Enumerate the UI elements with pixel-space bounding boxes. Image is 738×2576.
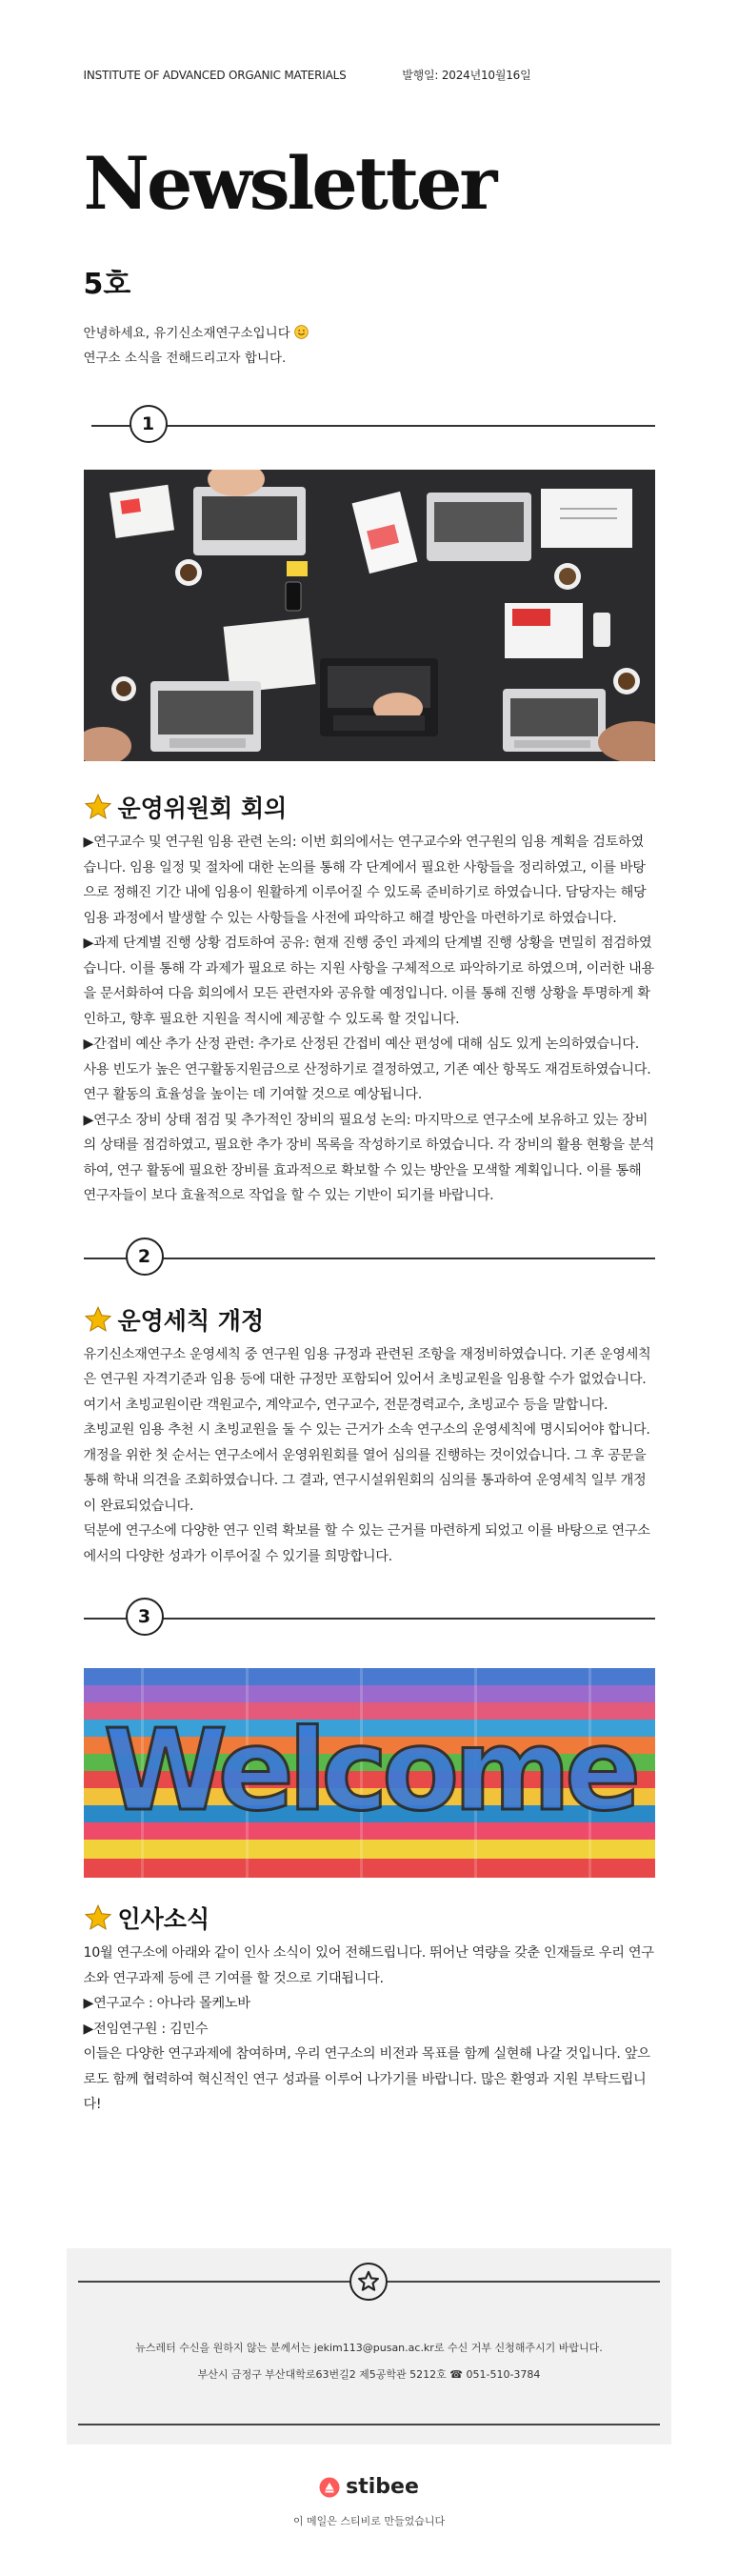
greeting (84, 321, 655, 371)
footer (67, 2248, 671, 2445)
newsletter-title: Newsletter (83, 141, 495, 226)
section-divider-1 (84, 405, 655, 447)
section-1 (84, 790, 655, 1209)
stibee-branding (0, 2475, 738, 2528)
institute-name: INSTITUTE OF ADVANCED ORGANIC MATERIALS (83, 68, 347, 82)
footer-unsubscribe-text: 뉴스레터 수신을 원하지 않는 분께서는 jekim113@pusan.ac.kr로 수신 거부 신청해주시기 바랍니다. (135, 2342, 603, 2354)
greeting-line-2: 연구소 소식을 전해드리고자 합니다. (83, 351, 287, 366)
meeting-photo (84, 470, 655, 761)
star-icon (84, 1903, 112, 1932)
stibee-brand-name: stibee (346, 2475, 419, 2499)
smile-emoji-icon (294, 325, 309, 339)
section-title-3: 인사소식 (117, 1905, 210, 1933)
section-number-3: 3 (126, 1598, 164, 1636)
star-outline-icon (351, 2264, 386, 2299)
stibee-logo-icon (319, 2477, 340, 2498)
footer-address: 부산시 금정구 부산대학로63번길2 제5공학관 5212호 ☎ 051-510-3784 (197, 2368, 541, 2381)
section-heading-1 (84, 790, 655, 824)
divider-line (84, 1258, 655, 1259)
section-body-2: 유기신소재연구소 운영세칙 중 연구원 임용 규정과 관련된 조항을 재정비하였습니다. 기존 운영세칙은 연구원 자격기준과 임용 등에 대한 규정만 포함되어 있어서 초빙교원을 임용할 수가 없었습니다. 여기서 초빙교원이란 객원교수, 계약교수, 연구교수, 전문경력교수, 초빙교수 등을 말합니다. 초빙교원 임용 추천 시 초빙교원을 둘 수 있는 근거가 소속 연구소의 운영세칙에 명시되어야 합니다. 개정을 위한 첫 순서는 연구소에서 운영위원회를 열어 심의를 진행하는 것이었습니다. 그 후 공문을 통해 학내 의견을 조회하였습니다. 그 결과, 연구시설위원회의 심의를 통과하여 운영세칙 일부 개정이 완료되었습니다. 덕분에 연구소에 다양한 연구 인력 확보를 할 수 있는 근거를 마련하게 되었고 이를 바탕으로 연구소에서의 다양한 성과가 이루어질 수 있기를 희망합니다. (83, 1346, 651, 1564)
welcome-text: Welcome (103, 1704, 635, 1836)
publish-date: 발행일: 2024년10월16일 (402, 69, 531, 82)
stibee-logo[interactable] (319, 2475, 419, 2499)
made-with-stibee: 이 메일은 스티비로 만들었습니다 (292, 2514, 446, 2527)
section-title-1: 운영위원회 회의 (117, 795, 288, 822)
divider-line (91, 425, 655, 427)
greeting-line-1: 안녕하세요, 유기신소재연구소입니다 (83, 326, 290, 341)
welcome-photo (84, 1668, 655, 1878)
section-number-1: 1 (130, 405, 168, 443)
footer-line-bottom (78, 2424, 660, 2425)
section-heading-3 (84, 1901, 655, 1935)
section-2 (84, 1302, 655, 1570)
star-icon (84, 793, 112, 821)
star-icon (84, 1305, 112, 1334)
section-divider-3 (84, 1598, 655, 1640)
section-body-1: ▶연구교수 및 연구원 임용 관련 논의: 이번 회의에서는 연구교수와 연구원의 임용 계획을 검토하였습니다. 임용 일정 및 절차에 대한 논의를 통해 각 단계에서 필요한 사항들을 정리하였고, 이를 바탕으로 정해진 기간 내에 임용이 원활하게 이루어질 수 있도록 준비하기로 하였습니다. 담당자는 해당 임용 과정에서 발생할 수 있는 사항들을 사전에 파악하고 해결 방안을 마련하기로 하였습니다. ▶과제 단계별 진행 상황 검토하여 공유: 현재 진행 중인 과제의 단계별 진행 상황을 면밀히 점검하였습니다. 이를 통해 각 과제가 필요로 하는 지원 사항을 구체적으로 파악하기로 하였으며, 이러한 내용을 문서화하여 다음 회의에서 모든 관련자와 공유할 예정입니다. 이를 통해 진행 상황을 투명하게 확인하고, 향후 필요한 지원을 적시에 제공할 수 있도록 할 것입니다. ▶간접비 예산 추가 산정 관련: 추가로 산정된 간접비 예산 편성에 대해 심도 있게 논의하였습니다. 사용 빈도가 높은 연구활동지원금으로 산정하기로 결정하였고, 기존 예산 항목도 재검토하였습니다. 연구 활동의 효율성을 높이는 데 기여할 것으로 예상됩니다. ▶연구소 장비 상태 점검 및 추가적인 장비의 필요성 논의: 마지막으로 연구소에 보유하고 있는 장비의 상태를 점검하였고, 필요한 추가 장비 목록을 작성하기로 하였습니다. 각 장비의 활용 현황을 분석하여, 연구 활동에 필요한 장비를 효과적으로 확보할 수 있는 방안을 모색할 계획입니다. 이를 통해 연구자들이 보다 효율적으로 작업을 할 수 있는 기반이 되기를 바랍니다. (83, 835, 654, 1203)
section-divider-2 (84, 1238, 655, 1279)
section-body-3: 10월 연구소에 아래와 같이 인사 소식이 있어 전해드립니다. 뛰어난 역량을 갖춘 인재들로 우리 연구소와 연구과제 등에 큰 기여를 할 것으로 기대됩니다. ▶연구교수 : 아나라 몰케노바 ▶전임연구원 : 김민수 이들은 다양한 연구과제에 참여하며, 우리 연구소의 비전과 목표를 함께 실현해 나갈 것입니다. 앞으로도 함께 협력하여 혁신적인 연구 성과를 이루어 나가기를 바랍니다. 많은 환영과 지원 부탁드립니다! (83, 1945, 654, 2112)
section-number-2: 2 (126, 1238, 164, 1276)
footer-star-badge (349, 2263, 388, 2301)
issue-number: 5호 (83, 268, 131, 301)
divider-line (84, 1618, 655, 1620)
section-title-2: 운영세칙 개정 (117, 1306, 265, 1335)
header-bar (84, 0, 655, 83)
section-heading-2 (84, 1302, 655, 1337)
section-3 (84, 1901, 655, 2118)
